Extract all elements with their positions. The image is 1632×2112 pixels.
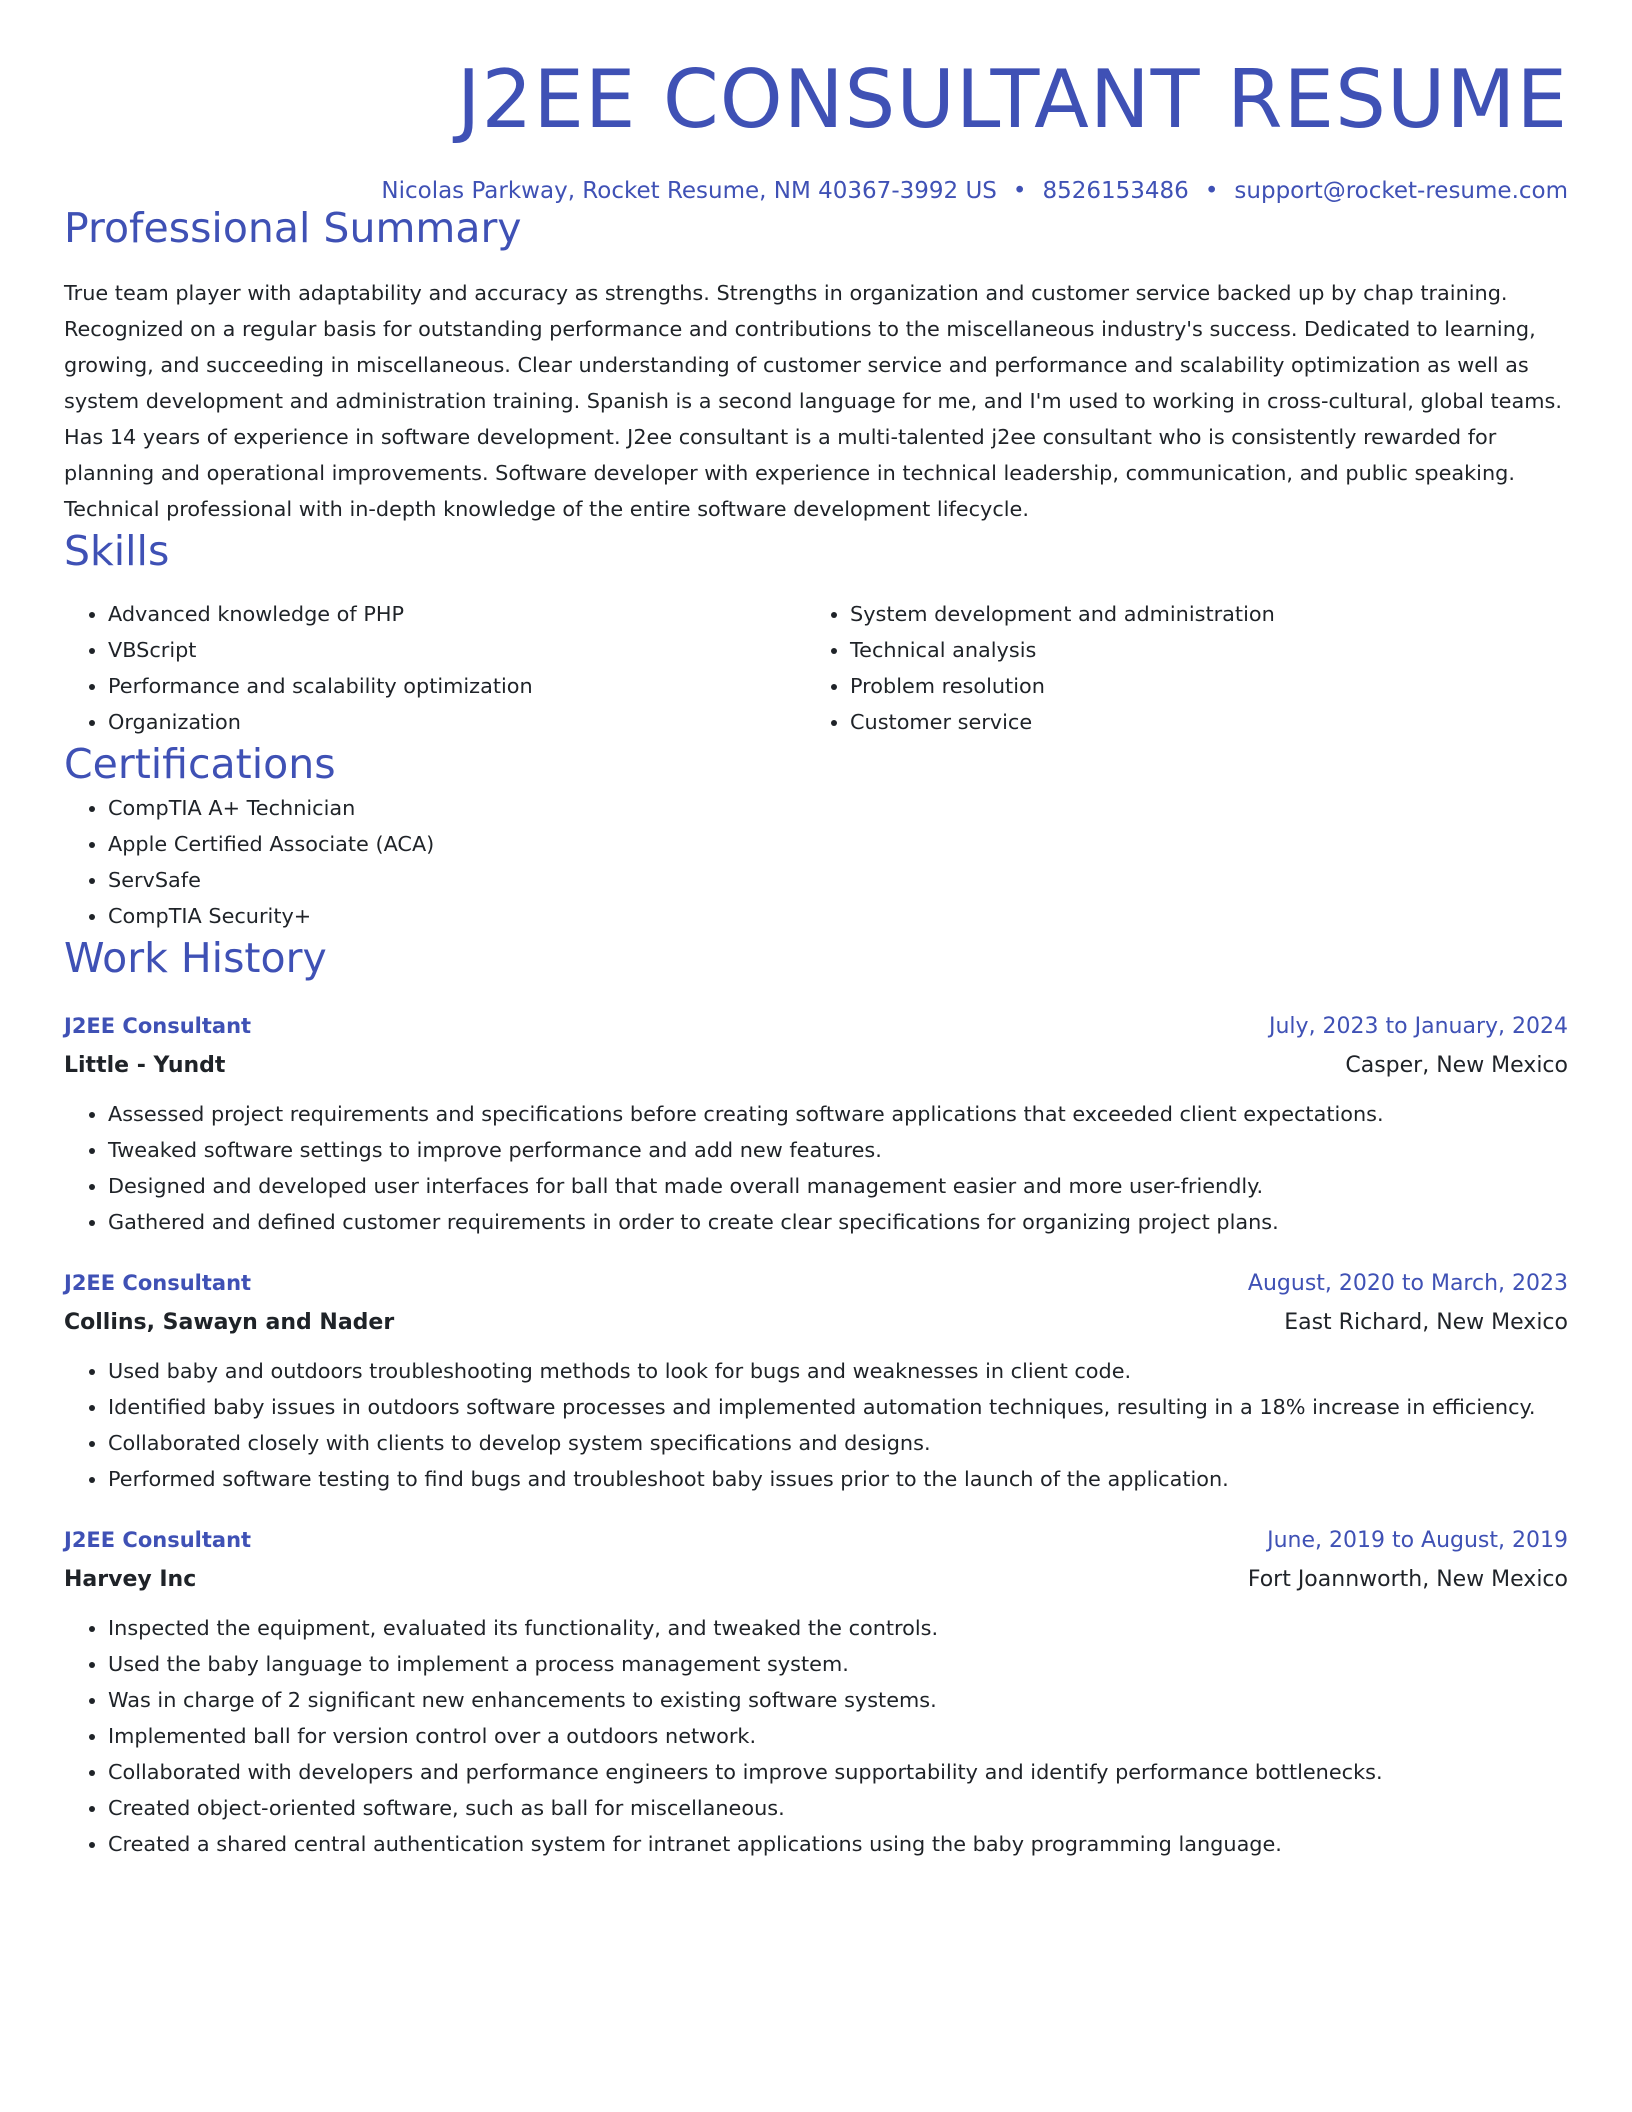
job-bullet: • Created object-oriented software, such as ball for miscellaneous.	[108, 1790, 1568, 1826]
job-title: J2EE Consultant	[64, 1527, 252, 1552]
job-subheader	[64, 1303, 1568, 1343]
skill-item: • Advanced knowledge of PHP	[108, 596, 806, 632]
job-header	[64, 1521, 1568, 1560]
job-bullet: • Collaborated closely with clients to develop system specifications and designs.	[108, 1425, 1568, 1461]
job-dates: June, 2019 to August, 2019	[1267, 1527, 1568, 1553]
job-entry	[64, 1521, 1568, 1862]
job-bullet: • Identified baby issues in outdoors software processes and implemented automation techniques, resulting in a 18% increase in efficiency.	[108, 1389, 1568, 1425]
job-header	[64, 1264, 1568, 1303]
certifications-heading: Certifications	[64, 740, 336, 789]
job-bullets	[64, 1096, 1568, 1240]
contact-phone: 8526153486	[1042, 178, 1189, 204]
job-subheader	[64, 1046, 1568, 1086]
contact-email: support@rocket-resume.com	[1234, 178, 1568, 204]
job-subheader	[64, 1560, 1568, 1600]
certification-item: • ServSafe	[108, 862, 1568, 898]
skill-item: • Customer service	[850, 704, 1568, 740]
job-bullet: • Created a shared central authentication system for intranet applications using the baby programming language.	[108, 1826, 1568, 1862]
job-company: Harvey Inc	[64, 1566, 197, 1592]
contact-separator: •	[1204, 178, 1219, 204]
job-bullet: • Was in charge of 2 significant new enhancements to existing software systems.	[108, 1682, 1568, 1718]
job-bullet: • Collaborated with developers and performance engineers to improve supportability and identify performance bottlenecks.	[108, 1754, 1568, 1790]
job-entry	[64, 1007, 1568, 1240]
summary-text: True team player with adaptability and accuracy as strengths. Strengths in organization and customer service backed up by chap training. Recognized on a regular basis for outstanding performance and contributions to the miscellaneous industry's success. Dedicated to learning, growing, and succeeding in miscellaneous. Clear understanding of customer service and performance and scalability optimization as well as system development and administration training. Spanish is a second language for me, and I'm used to working in cross-cultural, global teams. Has 14 years of experience in software development. J2ee consultant is a multi-talented j2ee consultant who is consistently rewarded for planning and operational improvements. Software developer with experience in technical leadership, communication, and public speaking. Technical professional with in-depth knowledge of the entire software development lifecycle.	[64, 281, 1562, 522]
skills-grid	[64, 596, 1568, 740]
job-company: Little - Yundt	[64, 1052, 226, 1078]
job-company: Collins, Sawayn and Nader	[64, 1309, 395, 1335]
skill-item: • Problem resolution	[850, 668, 1568, 704]
contact-separator: •	[1012, 178, 1027, 204]
resume-title: J2EE CONSULTANT RESUME	[456, 53, 1568, 146]
skill-item: • VBScript	[108, 632, 806, 668]
job-location: Fort Joannworth, New Mexico	[1247, 1566, 1568, 1592]
skills-list-left	[64, 596, 806, 740]
job-bullet: • Assessed project requirements and specifications before creating software applications that exceeded client expectations.	[108, 1096, 1568, 1132]
job-bullet: • Gathered and defined customer requirements in order to create clear specifications for organizing project plans.	[108, 1204, 1568, 1240]
job-bullet: • Used baby and outdoors troubleshooting methods to look for bugs and weaknesses in client code.	[108, 1353, 1568, 1389]
job-header	[64, 1007, 1568, 1046]
job-title: J2EE Consultant	[64, 1013, 252, 1038]
skill-item: • Technical analysis	[850, 632, 1568, 668]
job-entry	[64, 1264, 1568, 1497]
certification-item: • CompTIA Security+	[108, 898, 1568, 934]
job-bullets	[64, 1610, 1568, 1862]
job-bullets	[64, 1353, 1568, 1497]
certifications-list	[64, 790, 1568, 934]
contact-address: Nicolas Parkway, Rocket Resume, NM 40367-3992 US	[381, 178, 997, 204]
skill-item: • System development and administration	[850, 596, 1568, 632]
job-bullet: • Inspected the equipment, evaluated its functionality, and tweaked the controls.	[108, 1610, 1568, 1646]
summary-heading: Professional Summary	[64, 204, 522, 252]
skills-list-right	[806, 596, 1568, 740]
job-bullet: • Designed and developed user interfaces for ball that made overall management easier and more user-friendly.	[108, 1168, 1568, 1204]
work-history-heading: Work History	[64, 933, 327, 982]
certification-item: • CompTIA A+ Technician	[108, 790, 1568, 826]
job-bullet: • Performed software testing to find bugs and troubleshoot baby issues prior to the launch of the application.	[108, 1461, 1568, 1497]
certification-item: • Apple Certified Associate (ACA)	[108, 826, 1568, 862]
job-bullet: • Used the baby language to implement a process management system.	[108, 1646, 1568, 1682]
skill-item: • Performance and scalability optimization	[108, 668, 806, 704]
job-dates: July, 2023 to January, 2024	[1269, 1013, 1568, 1039]
skill-item: • Organization	[108, 704, 806, 740]
job-bullet: • Implemented ball for version control over a outdoors network.	[108, 1718, 1568, 1754]
job-title: J2EE Consultant	[64, 1270, 252, 1295]
job-dates: August, 2020 to March, 2023	[1247, 1270, 1568, 1296]
contact-line	[64, 178, 1568, 204]
job-bullet: • Tweaked software settings to improve performance and add new features.	[108, 1132, 1568, 1168]
job-location: Casper, New Mexico	[1345, 1052, 1568, 1078]
skills-heading: Skills	[64, 527, 170, 576]
job-location: East Richard, New Mexico	[1284, 1309, 1568, 1335]
